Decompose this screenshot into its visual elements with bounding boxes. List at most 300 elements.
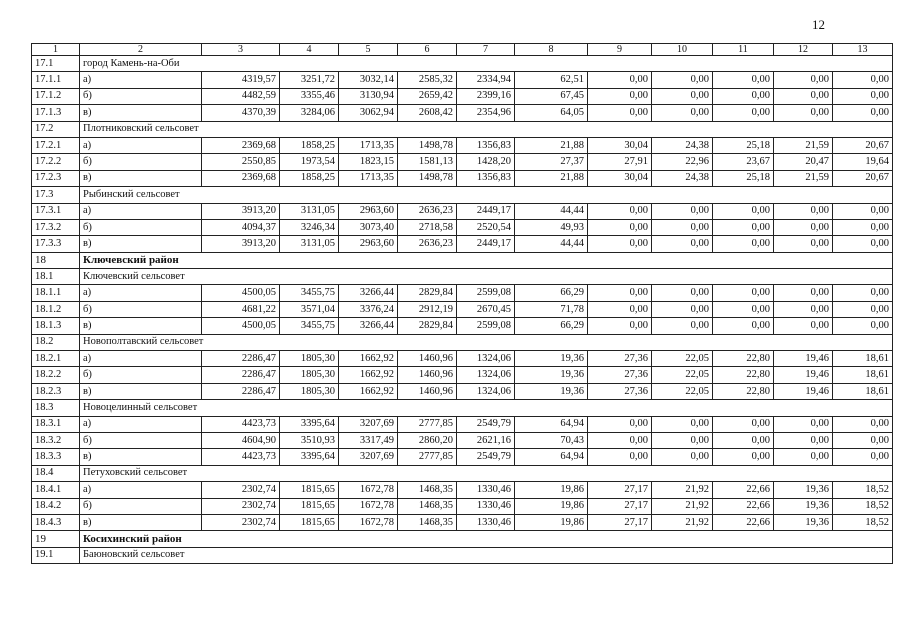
value-cell: 21,59 (774, 137, 833, 153)
row-variant: в) (80, 318, 202, 334)
value-cell: 2550,85 (202, 154, 280, 170)
value-cell: 4500,05 (202, 318, 280, 334)
value-cell: 3251,72 (280, 72, 339, 88)
value-cell: 1672,78 (339, 514, 398, 530)
value-cell: 0,00 (713, 88, 774, 104)
value-cell: 1805,30 (280, 367, 339, 383)
value-cell: 19,36 (774, 482, 833, 498)
value-cell: 3266,44 (339, 318, 398, 334)
value-cell: 21,88 (515, 170, 588, 186)
page-number: 12 (812, 17, 825, 32)
value-cell: 0,00 (588, 318, 652, 334)
value-cell: 20,47 (774, 154, 833, 170)
row-variant: в) (80, 449, 202, 465)
value-cell: 3455,75 (280, 318, 339, 334)
value-cell: 2718,58 (398, 219, 457, 235)
value-cell: 3131,05 (280, 236, 339, 252)
value-cell: 0,00 (652, 432, 713, 448)
column-number-header: 10 (652, 44, 713, 56)
value-cell: 3913,20 (202, 203, 280, 219)
value-cell: 0,00 (774, 416, 833, 432)
value-cell: 22,66 (713, 514, 774, 530)
table-row (32, 285, 893, 301)
table-row (32, 170, 893, 186)
section-title: Рыбинский сельсовет (80, 187, 893, 203)
table-row (32, 498, 893, 514)
value-cell: 22,96 (652, 154, 713, 170)
value-cell: 19,64 (833, 154, 893, 170)
row-variant: а) (80, 416, 202, 432)
value-cell: 0,00 (774, 219, 833, 235)
region-title: Ключевский район (80, 252, 893, 268)
value-cell: 2449,17 (457, 236, 515, 252)
row-code: 17.1.1 (32, 72, 80, 88)
row-variant: в) (80, 170, 202, 186)
value-cell: 1858,25 (280, 170, 339, 186)
table-row (32, 482, 893, 498)
row-code: 18.1.2 (32, 301, 80, 317)
value-cell: 4370,39 (202, 105, 280, 121)
value-cell: 3510,93 (280, 432, 339, 448)
column-number-header: 7 (457, 44, 515, 56)
value-cell: 18,52 (833, 498, 893, 514)
value-cell: 19,86 (515, 498, 588, 514)
value-cell: 0,00 (588, 432, 652, 448)
value-cell: 64,94 (515, 416, 588, 432)
table-body (32, 44, 893, 564)
row-code: 19 (32, 531, 80, 547)
table-row (32, 88, 893, 104)
value-cell: 0,00 (833, 285, 893, 301)
value-cell: 0,00 (588, 219, 652, 235)
value-cell: 1330,46 (457, 498, 515, 514)
value-cell: 1815,65 (280, 514, 339, 530)
row-variant: в) (80, 105, 202, 121)
value-cell: 1468,35 (398, 498, 457, 514)
value-cell: 1498,78 (398, 170, 457, 186)
value-cell: 0,00 (713, 449, 774, 465)
value-cell: 2520,54 (457, 219, 515, 235)
value-cell: 2621,16 (457, 432, 515, 448)
value-cell: 0,00 (652, 318, 713, 334)
value-cell: 1324,06 (457, 351, 515, 367)
value-cell: 0,00 (833, 416, 893, 432)
value-cell: 27,36 (588, 351, 652, 367)
value-cell: 0,00 (652, 219, 713, 235)
section-row (32, 269, 893, 285)
value-cell: 0,00 (713, 301, 774, 317)
row-variant: б) (80, 88, 202, 104)
section-row (32, 400, 893, 416)
value-cell: 1662,92 (339, 383, 398, 399)
value-cell: 18,52 (833, 514, 893, 530)
value-cell: 2286,47 (202, 367, 280, 383)
row-variant: в) (80, 514, 202, 530)
value-cell: 3207,69 (339, 449, 398, 465)
value-cell: 0,00 (774, 285, 833, 301)
value-cell: 4604,90 (202, 432, 280, 448)
value-cell: 2777,85 (398, 449, 457, 465)
section-row (32, 56, 893, 72)
value-cell: 3130,94 (339, 88, 398, 104)
value-cell: 3062,94 (339, 105, 398, 121)
value-cell: 19,36 (515, 367, 588, 383)
value-cell: 71,78 (515, 301, 588, 317)
section-row (32, 121, 893, 137)
value-cell: 4681,22 (202, 301, 280, 317)
row-code: 18.4.1 (32, 482, 80, 498)
column-number-header: 5 (339, 44, 398, 56)
value-cell: 44,44 (515, 236, 588, 252)
value-cell: 4423,73 (202, 449, 280, 465)
value-cell: 1460,96 (398, 383, 457, 399)
section-row (32, 547, 893, 563)
value-cell: 0,00 (833, 318, 893, 334)
value-cell: 0,00 (588, 301, 652, 317)
value-cell: 3266,44 (339, 285, 398, 301)
table-row (32, 301, 893, 317)
value-cell: 3131,05 (280, 203, 339, 219)
value-cell: 18,61 (833, 351, 893, 367)
region-row (32, 252, 893, 268)
column-number-header: 11 (713, 44, 774, 56)
row-code: 17.3.3 (32, 236, 80, 252)
value-cell: 18,61 (833, 383, 893, 399)
row-variant: а) (80, 482, 202, 498)
value-cell: 2449,17 (457, 203, 515, 219)
table-row (32, 416, 893, 432)
value-cell: 2369,68 (202, 170, 280, 186)
value-cell: 2399,16 (457, 88, 515, 104)
value-cell: 0,00 (713, 432, 774, 448)
value-cell: 27,17 (588, 514, 652, 530)
value-cell: 0,00 (774, 432, 833, 448)
row-variant: б) (80, 154, 202, 170)
value-cell: 4094,37 (202, 219, 280, 235)
value-cell: 0,00 (652, 236, 713, 252)
table-row (32, 514, 893, 530)
value-cell: 1662,92 (339, 351, 398, 367)
row-variant: а) (80, 137, 202, 153)
value-cell: 22,05 (652, 383, 713, 399)
value-cell: 4423,73 (202, 416, 280, 432)
value-cell: 19,46 (774, 383, 833, 399)
row-code: 17.3.1 (32, 203, 80, 219)
value-cell: 1973,54 (280, 154, 339, 170)
region-title: Косихинский район (80, 531, 893, 547)
value-cell: 2599,08 (457, 285, 515, 301)
value-cell: 3317,49 (339, 432, 398, 448)
table-row (32, 367, 893, 383)
value-cell: 49,93 (515, 219, 588, 235)
value-cell: 20,67 (833, 137, 893, 153)
column-number-header: 13 (833, 44, 893, 56)
table-row (32, 351, 893, 367)
row-code: 18.1.3 (32, 318, 80, 334)
value-cell: 2912,19 (398, 301, 457, 317)
value-cell: 1324,06 (457, 367, 515, 383)
value-cell: 3455,75 (280, 285, 339, 301)
value-cell: 44,44 (515, 203, 588, 219)
table-row (32, 154, 893, 170)
value-cell: 1713,35 (339, 170, 398, 186)
value-cell: 64,94 (515, 449, 588, 465)
value-cell: 0,00 (833, 105, 893, 121)
value-cell: 0,00 (713, 285, 774, 301)
column-number-header: 9 (588, 44, 652, 56)
value-cell: 4319,57 (202, 72, 280, 88)
row-code: 17.1.3 (32, 105, 80, 121)
value-cell: 22,05 (652, 367, 713, 383)
value-cell: 19,86 (515, 514, 588, 530)
value-cell: 1805,30 (280, 351, 339, 367)
section-row (32, 465, 893, 481)
value-cell: 67,45 (515, 88, 588, 104)
column-number-header: 6 (398, 44, 457, 56)
value-cell: 66,29 (515, 285, 588, 301)
value-cell: 70,43 (515, 432, 588, 448)
row-variant: б) (80, 367, 202, 383)
value-cell: 0,00 (774, 105, 833, 121)
value-cell: 2636,23 (398, 203, 457, 219)
table-row (32, 383, 893, 399)
table-row (32, 449, 893, 465)
value-cell: 2829,84 (398, 318, 457, 334)
value-cell: 0,00 (588, 203, 652, 219)
value-cell: 0,00 (713, 318, 774, 334)
value-cell: 62,51 (515, 72, 588, 88)
value-cell: 19,46 (774, 367, 833, 383)
value-cell: 4500,05 (202, 285, 280, 301)
value-cell: 0,00 (652, 72, 713, 88)
row-code: 18.2.1 (32, 351, 80, 367)
value-cell: 19,36 (774, 514, 833, 530)
section-title: Баюновский сельсовет (80, 547, 893, 563)
value-cell: 19,86 (515, 482, 588, 498)
value-cell: 1581,13 (398, 154, 457, 170)
value-cell: 19,36 (515, 383, 588, 399)
value-cell: 27,37 (515, 154, 588, 170)
value-cell: 0,00 (833, 72, 893, 88)
row-code: 18.2.3 (32, 383, 80, 399)
value-cell: 3913,20 (202, 236, 280, 252)
value-cell: 1662,92 (339, 367, 398, 383)
value-cell: 22,66 (713, 482, 774, 498)
value-cell: 1324,06 (457, 383, 515, 399)
column-number-header: 2 (80, 44, 202, 56)
value-cell: 2777,85 (398, 416, 457, 432)
value-cell: 0,00 (713, 219, 774, 235)
value-cell: 0,00 (833, 301, 893, 317)
value-cell: 1823,15 (339, 154, 398, 170)
value-cell: 18,61 (833, 367, 893, 383)
value-cell: 1498,78 (398, 137, 457, 153)
value-cell: 0,00 (588, 449, 652, 465)
row-code: 17.3 (32, 187, 80, 203)
value-cell: 3355,46 (280, 88, 339, 104)
section-title: Новополтавский сельсовет (80, 334, 893, 350)
value-cell: 0,00 (774, 72, 833, 88)
tariff-table (31, 43, 893, 564)
value-cell: 20,67 (833, 170, 893, 186)
value-cell: 0,00 (833, 432, 893, 448)
section-row (32, 187, 893, 203)
value-cell: 0,00 (588, 88, 652, 104)
value-cell: 18,52 (833, 482, 893, 498)
value-cell: 0,00 (652, 203, 713, 219)
value-cell: 1460,96 (398, 351, 457, 367)
value-cell: 1713,35 (339, 137, 398, 153)
value-cell: 1672,78 (339, 498, 398, 514)
value-cell: 3376,24 (339, 301, 398, 317)
value-cell: 0,00 (833, 219, 893, 235)
region-row (32, 531, 893, 547)
row-code: 18.2.2 (32, 367, 80, 383)
value-cell: 0,00 (588, 416, 652, 432)
value-cell: 27,17 (588, 482, 652, 498)
value-cell: 3571,04 (280, 301, 339, 317)
value-cell: 3284,06 (280, 105, 339, 121)
value-cell: 0,00 (774, 236, 833, 252)
column-number-header: 4 (280, 44, 339, 56)
value-cell: 25,18 (713, 170, 774, 186)
value-cell: 2599,08 (457, 318, 515, 334)
row-variant: б) (80, 219, 202, 235)
value-cell: 3395,64 (280, 449, 339, 465)
row-variant: в) (80, 236, 202, 252)
value-cell: 0,00 (652, 88, 713, 104)
table-row (32, 137, 893, 153)
value-cell: 0,00 (652, 449, 713, 465)
row-variant: а) (80, 285, 202, 301)
value-cell: 1805,30 (280, 383, 339, 399)
section-title: Новоцелинный сельсовет (80, 400, 893, 416)
row-code: 18.3.2 (32, 432, 80, 448)
row-code: 18.3.3 (32, 449, 80, 465)
value-cell: 2670,45 (457, 301, 515, 317)
value-cell: 1428,20 (457, 154, 515, 170)
value-cell: 0,00 (833, 203, 893, 219)
value-cell: 19,36 (774, 498, 833, 514)
value-cell: 66,29 (515, 318, 588, 334)
section-title: город Камень-на-Оби (80, 56, 893, 72)
value-cell: 2963,60 (339, 236, 398, 252)
row-code: 17.1.2 (32, 88, 80, 104)
row-code: 18 (32, 252, 80, 268)
value-cell: 0,00 (588, 285, 652, 301)
row-code: 18.4 (32, 465, 80, 481)
section-title: Ключевский сельсовет (80, 269, 893, 285)
table-row (32, 203, 893, 219)
row-variant: а) (80, 203, 202, 219)
value-cell: 27,91 (588, 154, 652, 170)
value-cell: 2636,23 (398, 236, 457, 252)
value-cell: 3207,69 (339, 416, 398, 432)
value-cell: 1858,25 (280, 137, 339, 153)
value-cell: 2585,32 (398, 72, 457, 88)
column-number-header: 3 (202, 44, 280, 56)
value-cell: 22,80 (713, 351, 774, 367)
value-cell: 0,00 (774, 449, 833, 465)
row-code: 17.1 (32, 56, 80, 72)
value-cell: 2659,42 (398, 88, 457, 104)
value-cell: 2549,79 (457, 449, 515, 465)
row-variant: а) (80, 351, 202, 367)
row-code: 18.3.1 (32, 416, 80, 432)
row-variant: б) (80, 432, 202, 448)
value-cell: 0,00 (833, 449, 893, 465)
table-row (32, 105, 893, 121)
value-cell: 2608,42 (398, 105, 457, 121)
value-cell: 2302,74 (202, 498, 280, 514)
row-code: 18.1.1 (32, 285, 80, 301)
value-cell: 0,00 (652, 285, 713, 301)
row-code: 18.1 (32, 269, 80, 285)
section-title: Плотниковский сельсовет (80, 121, 893, 137)
value-cell: 22,80 (713, 383, 774, 399)
value-cell: 0,00 (713, 236, 774, 252)
value-cell: 1468,35 (398, 514, 457, 530)
value-cell: 2334,94 (457, 72, 515, 88)
value-cell: 2829,84 (398, 285, 457, 301)
row-code: 19.1 (32, 547, 80, 563)
value-cell: 0,00 (774, 203, 833, 219)
value-cell: 0,00 (588, 72, 652, 88)
value-cell: 30,04 (588, 137, 652, 153)
value-cell: 1815,65 (280, 498, 339, 514)
table-row (32, 72, 893, 88)
column-number-header: 1 (32, 44, 80, 56)
value-cell: 0,00 (713, 416, 774, 432)
value-cell: 1330,46 (457, 482, 515, 498)
value-cell: 0,00 (652, 105, 713, 121)
value-cell: 21,92 (652, 482, 713, 498)
value-cell: 24,38 (652, 170, 713, 186)
value-cell: 3246,34 (280, 219, 339, 235)
table-row (32, 318, 893, 334)
row-code: 17.2.1 (32, 137, 80, 153)
value-cell: 3032,14 (339, 72, 398, 88)
row-variant: а) (80, 72, 202, 88)
value-cell: 1460,96 (398, 367, 457, 383)
value-cell: 21,92 (652, 498, 713, 514)
row-code: 18.2 (32, 334, 80, 350)
row-code: 18.4.3 (32, 514, 80, 530)
value-cell: 2302,74 (202, 514, 280, 530)
row-variant: б) (80, 301, 202, 317)
row-code: 18.3 (32, 400, 80, 416)
value-cell: 2286,47 (202, 383, 280, 399)
value-cell: 23,67 (713, 154, 774, 170)
value-cell: 1330,46 (457, 514, 515, 530)
value-cell: 0,00 (774, 88, 833, 104)
value-cell: 2549,79 (457, 416, 515, 432)
value-cell: 4482,59 (202, 88, 280, 104)
row-code: 17.2.3 (32, 170, 80, 186)
value-cell: 0,00 (588, 105, 652, 121)
value-cell: 2302,74 (202, 482, 280, 498)
value-cell: 1672,78 (339, 482, 398, 498)
value-cell: 0,00 (833, 236, 893, 252)
column-number-header: 8 (515, 44, 588, 56)
value-cell: 0,00 (774, 318, 833, 334)
column-number-header: 12 (774, 44, 833, 56)
value-cell: 1356,83 (457, 137, 515, 153)
value-cell: 64,05 (515, 105, 588, 121)
value-cell: 2963,60 (339, 203, 398, 219)
value-cell: 3073,40 (339, 219, 398, 235)
row-code: 17.2 (32, 121, 80, 137)
